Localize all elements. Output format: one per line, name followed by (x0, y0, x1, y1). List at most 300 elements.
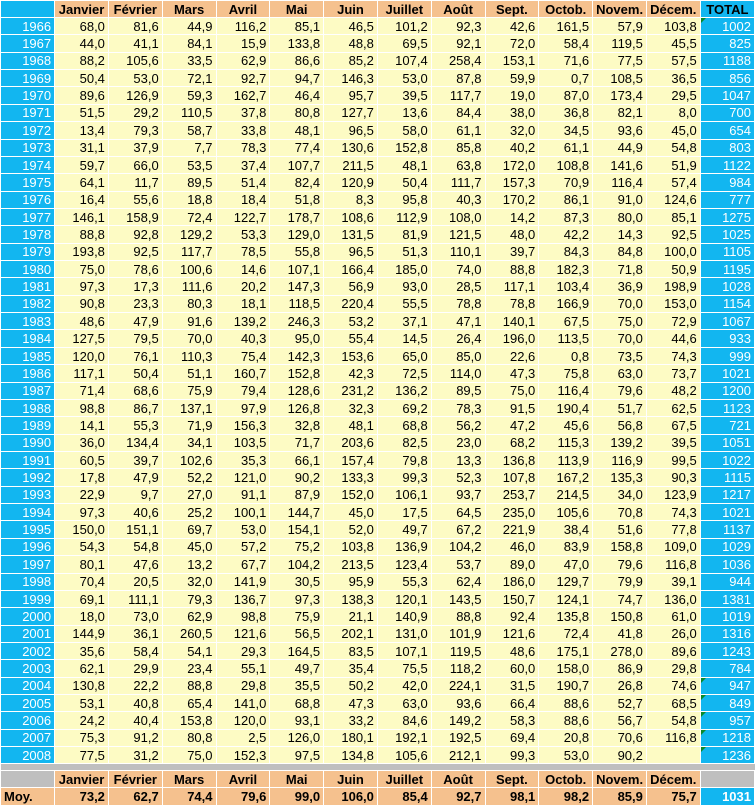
value-cell: 126,0 (270, 729, 324, 746)
value-cell: 47,0 (539, 556, 593, 573)
value-cell: 17,8 (55, 469, 109, 486)
value-cell: 147,3 (270, 278, 324, 295)
table-row (1, 243, 755, 260)
value-cell: 22,9 (55, 486, 109, 503)
value-cell: 68,2 (485, 434, 539, 451)
value-cell: 103,5 (216, 434, 270, 451)
year-cell: 1976 (1, 191, 55, 208)
value-cell: 68,6 (108, 382, 162, 399)
value-cell: 79,4 (216, 382, 270, 399)
value-cell: 133,3 (324, 469, 378, 486)
value-cell: 40,8 (108, 695, 162, 712)
footer-column-header: Février (108, 771, 162, 788)
value-cell: 107,7 (270, 156, 324, 173)
value-cell: 53,7 (431, 556, 485, 573)
value-cell: 52,2 (162, 469, 216, 486)
total-cell: 1067 (700, 313, 754, 330)
value-cell: 146,1 (55, 208, 109, 225)
value-cell: 39,5 (646, 434, 700, 451)
value-cell: 60,5 (55, 451, 109, 468)
year-cell: 1975 (1, 174, 55, 191)
value-cell: 122,7 (216, 208, 270, 225)
value-cell: 82,1 (593, 104, 647, 121)
value-cell: 84,4 (431, 104, 485, 121)
value-cell: 167,2 (539, 469, 593, 486)
table-row (1, 191, 755, 208)
value-cell (646, 747, 700, 764)
value-cell: 7,7 (162, 139, 216, 156)
value-cell: 117,1 (55, 365, 109, 382)
value-cell: 75,2 (270, 538, 324, 555)
value-cell: 141,6 (593, 156, 647, 173)
total-cell: 1381 (700, 590, 754, 607)
total-cell: 1217 (700, 486, 754, 503)
year-cell: 1990 (1, 434, 55, 451)
value-cell: 79,6 (593, 556, 647, 573)
value-cell: 59,9 (485, 70, 539, 87)
value-cell: 71,9 (162, 417, 216, 434)
value-cell: 116,4 (539, 382, 593, 399)
value-cell: 152,8 (270, 365, 324, 382)
value-cell: 75,0 (162, 747, 216, 764)
value-cell: 120,9 (324, 174, 378, 191)
value-cell: 98,8 (216, 608, 270, 625)
value-cell: 102,6 (162, 451, 216, 468)
value-cell: 90,8 (55, 295, 109, 312)
value-cell: 135,3 (593, 469, 647, 486)
value-cell: 92,5 (108, 243, 162, 260)
value-cell: 112,9 (377, 208, 431, 225)
value-cell: 153,6 (324, 347, 378, 364)
value-cell: 75,3 (55, 729, 109, 746)
value-cell: 30,5 (270, 573, 324, 590)
value-cell: 88,8 (55, 226, 109, 243)
value-cell: 220,4 (324, 295, 378, 312)
value-cell: 69,2 (377, 399, 431, 416)
value-cell: 51,9 (646, 156, 700, 173)
value-cell: 141,0 (216, 695, 270, 712)
total-cell: 1123 (700, 399, 754, 416)
total-cell: 1021 (700, 504, 754, 521)
value-cell: 49,7 (377, 521, 431, 538)
value-cell: 136,8 (485, 451, 539, 468)
total-cell: 1021 (700, 365, 754, 382)
total-cell: 1029 (700, 538, 754, 555)
value-cell: 103,4 (539, 278, 593, 295)
table-row (1, 347, 755, 364)
value-cell: 79,9 (593, 573, 647, 590)
column-header (1, 1, 55, 18)
table-row (1, 35, 755, 52)
value-cell: 89,6 (646, 642, 700, 659)
value-cell: 88,6 (539, 712, 593, 729)
value-cell: 151,1 (108, 521, 162, 538)
value-cell: 14,2 (485, 208, 539, 225)
value-cell: 74,7 (593, 590, 647, 607)
value-cell: 71,6 (539, 52, 593, 69)
value-cell: 92,3 (431, 18, 485, 35)
value-cell: 95,9 (324, 573, 378, 590)
value-cell: 146,3 (324, 70, 378, 87)
value-cell: 57,9 (593, 18, 647, 35)
value-cell: 84,6 (377, 712, 431, 729)
value-cell: 110,5 (162, 104, 216, 121)
value-cell: 139,2 (216, 313, 270, 330)
value-cell: 246,3 (270, 313, 324, 330)
average-value: 106,0 (324, 788, 378, 806)
year-cell: 1988 (1, 399, 55, 416)
value-cell: 70,9 (539, 174, 593, 191)
value-cell: 18,0 (55, 608, 109, 625)
value-cell: 113,5 (539, 330, 593, 347)
value-cell: 101,9 (431, 625, 485, 642)
value-cell: 72,5 (377, 365, 431, 382)
table-row (1, 608, 755, 625)
value-cell: 72,1 (162, 70, 216, 87)
value-cell: 134,8 (324, 747, 378, 764)
value-cell: 65,4 (162, 695, 216, 712)
value-cell: 48,1 (270, 122, 324, 139)
value-cell: 29,8 (216, 677, 270, 694)
value-cell: 62,9 (216, 52, 270, 69)
value-cell: 72,0 (485, 35, 539, 52)
value-cell: 78,3 (216, 139, 270, 156)
total-cell: 1115 (700, 469, 754, 486)
value-cell: 46,5 (324, 18, 378, 35)
year-cell: 1986 (1, 365, 55, 382)
value-cell: 53,0 (216, 521, 270, 538)
value-cell: 144,7 (270, 504, 324, 521)
table-row (1, 174, 755, 191)
value-cell: 138,3 (324, 590, 378, 607)
year-cell: 1996 (1, 538, 55, 555)
year-cell: 1995 (1, 521, 55, 538)
value-cell: 53,1 (55, 695, 109, 712)
value-cell: 260,5 (162, 625, 216, 642)
value-cell: 70,8 (593, 504, 647, 521)
value-cell: 83,5 (324, 642, 378, 659)
value-cell: 8,0 (646, 104, 700, 121)
year-cell: 1979 (1, 243, 55, 260)
value-cell: 37,8 (216, 104, 270, 121)
value-cell: 63,0 (593, 365, 647, 382)
value-cell: 57,4 (646, 174, 700, 191)
value-cell: 16,4 (55, 191, 109, 208)
total-cell: 700 (700, 104, 754, 121)
value-cell: 74,3 (646, 504, 700, 521)
value-cell: 133,8 (270, 35, 324, 52)
value-cell: 18,8 (162, 191, 216, 208)
total-cell: 1022 (700, 451, 754, 468)
value-cell: 95,0 (270, 330, 324, 347)
value-cell: 54,3 (55, 538, 109, 555)
value-cell: 27,0 (162, 486, 216, 503)
year-cell: 2001 (1, 625, 55, 642)
average-value: 85,9 (593, 788, 647, 806)
value-cell: 25,2 (162, 504, 216, 521)
table-row (1, 486, 755, 503)
value-cell: 70,0 (593, 330, 647, 347)
value-cell: 128,6 (270, 382, 324, 399)
value-cell: 33,8 (216, 122, 270, 139)
value-cell: 140,9 (377, 608, 431, 625)
value-cell: 56,2 (431, 417, 485, 434)
value-cell: 61,1 (431, 122, 485, 139)
value-cell: 79,3 (108, 122, 162, 139)
value-cell: 46,0 (485, 538, 539, 555)
value-cell: 88,8 (162, 677, 216, 694)
value-cell: 75,4 (216, 347, 270, 364)
value-cell: 13,2 (162, 556, 216, 573)
value-cell: 72,9 (646, 313, 700, 330)
value-cell: 36,0 (55, 434, 109, 451)
value-cell: 52,7 (593, 695, 647, 712)
value-cell: 42,6 (485, 18, 539, 35)
value-cell: 126,8 (270, 399, 324, 416)
value-cell: 89,5 (431, 382, 485, 399)
value-cell: 47,2 (485, 417, 539, 434)
column-header: Février (108, 1, 162, 18)
value-cell: 118,5 (270, 295, 324, 312)
total-cell: 1200 (700, 382, 754, 399)
average-value: 75,7 (646, 788, 700, 806)
value-cell: 140,1 (485, 313, 539, 330)
separator-cell (700, 764, 754, 771)
value-cell: 50,4 (108, 365, 162, 382)
value-cell: 60,0 (485, 660, 539, 677)
year-cell: 2006 (1, 712, 55, 729)
value-cell: 258,4 (431, 52, 485, 69)
value-cell: 105,6 (539, 504, 593, 521)
value-cell: 149,2 (431, 712, 485, 729)
value-cell: 73,7 (646, 365, 700, 382)
average-value: 98,2 (539, 788, 593, 806)
year-cell: 1974 (1, 156, 55, 173)
year-cell: 1970 (1, 87, 55, 104)
total-cell: 825 (700, 35, 754, 52)
value-cell: 178,7 (270, 208, 324, 225)
value-cell: 100,0 (646, 243, 700, 260)
value-cell: 55,5 (377, 295, 431, 312)
value-cell: 75,0 (485, 382, 539, 399)
value-cell: 53,5 (162, 156, 216, 173)
value-cell: 48,6 (485, 642, 539, 659)
value-cell: 90,2 (270, 469, 324, 486)
value-cell: 104,2 (270, 556, 324, 573)
table-row (1, 122, 755, 139)
value-cell: 55,3 (377, 573, 431, 590)
value-cell: 32,0 (162, 573, 216, 590)
value-cell: 29,2 (108, 104, 162, 121)
value-cell: 17,3 (108, 278, 162, 295)
value-cell: 114,0 (431, 365, 485, 382)
footer-column-header: Août (431, 771, 485, 788)
value-cell: 231,2 (324, 382, 378, 399)
table-row (1, 712, 755, 729)
value-cell: 71,4 (55, 382, 109, 399)
value-cell: 56,7 (593, 712, 647, 729)
value-cell: 41,1 (108, 35, 162, 52)
separator-cell (377, 764, 431, 771)
value-cell: 86,9 (593, 660, 647, 677)
total-cell: 1105 (700, 243, 754, 260)
value-cell: 85,1 (646, 208, 700, 225)
value-cell: 23,3 (108, 295, 162, 312)
separator-cell (216, 764, 270, 771)
value-cell: 54,8 (108, 538, 162, 555)
value-cell: 70,0 (162, 330, 216, 347)
value-cell: 142,3 (270, 347, 324, 364)
value-cell: 193,8 (55, 243, 109, 260)
total-cell: 803 (700, 139, 754, 156)
separator-cell (324, 764, 378, 771)
total-cell: 1188 (700, 52, 754, 69)
value-cell: 80,1 (55, 556, 109, 573)
separator-cell (1, 764, 55, 771)
average-value: 73,2 (55, 788, 109, 806)
year-cell: 2007 (1, 729, 55, 746)
value-cell: 91,1 (216, 486, 270, 503)
value-cell: 13,6 (377, 104, 431, 121)
value-cell: 40,4 (108, 712, 162, 729)
table-row (1, 104, 755, 121)
value-cell: 161,5 (539, 18, 593, 35)
value-cell: 97,5 (270, 747, 324, 764)
value-cell: 21,1 (324, 608, 378, 625)
footer-column-header: Sept. (485, 771, 539, 788)
value-cell: 88,6 (539, 695, 593, 712)
total-cell: 1028 (700, 278, 754, 295)
value-cell: 69,1 (55, 590, 109, 607)
year-cell: 1983 (1, 313, 55, 330)
value-cell: 109,0 (646, 538, 700, 555)
value-cell: 123,9 (646, 486, 700, 503)
value-cell: 190,7 (539, 677, 593, 694)
value-cell: 75,0 (593, 313, 647, 330)
footer-column-header: Mai (270, 771, 324, 788)
value-cell: 96,5 (324, 122, 378, 139)
value-cell: 70,0 (593, 295, 647, 312)
value-cell: 116,4 (593, 174, 647, 191)
year-cell: 1972 (1, 122, 55, 139)
value-cell: 111,1 (108, 590, 162, 607)
value-cell: 88,2 (55, 52, 109, 69)
total-cell: 1137 (700, 521, 754, 538)
average-label: Moy. (1, 788, 55, 806)
total-cell: 1218 (700, 729, 754, 746)
value-cell: 79,5 (108, 330, 162, 347)
table-row (1, 521, 755, 538)
value-cell: 47,3 (485, 365, 539, 382)
value-cell: 99,5 (646, 451, 700, 468)
value-cell: 95,7 (324, 87, 378, 104)
year-cell: 1984 (1, 330, 55, 347)
year-cell: 2000 (1, 608, 55, 625)
value-cell: 116,9 (593, 451, 647, 468)
value-cell: 36,8 (539, 104, 593, 121)
value-cell: 150,0 (55, 521, 109, 538)
value-cell: 98,8 (55, 399, 109, 416)
value-cell: 48,2 (646, 382, 700, 399)
value-cell: 117,7 (162, 243, 216, 260)
value-cell: 202,1 (324, 625, 378, 642)
value-cell: 69,7 (162, 521, 216, 538)
value-cell: 124,6 (646, 191, 700, 208)
value-cell: 82,5 (377, 434, 431, 451)
table-row (1, 417, 755, 434)
value-cell: 36,5 (646, 70, 700, 87)
value-cell: 150,8 (593, 608, 647, 625)
value-cell: 34,1 (162, 434, 216, 451)
value-cell: 29,3 (216, 642, 270, 659)
value-cell: 50,2 (324, 677, 378, 694)
value-cell: 253,7 (485, 486, 539, 503)
value-cell: 35,3 (216, 451, 270, 468)
value-cell: 211,5 (324, 156, 378, 173)
value-cell: 86,6 (270, 52, 324, 69)
table-row (1, 295, 755, 312)
value-cell: 221,9 (485, 521, 539, 538)
value-cell: 32,8 (270, 417, 324, 434)
value-cell: 93,1 (270, 712, 324, 729)
column-header: Mai (270, 1, 324, 18)
value-cell: 78,6 (108, 261, 162, 278)
value-cell: 91,6 (162, 313, 216, 330)
table-row (1, 365, 755, 382)
value-cell: 64,5 (431, 504, 485, 521)
value-cell: 107,1 (270, 261, 324, 278)
separator-cell (108, 764, 162, 771)
average-value: 99,0 (270, 788, 324, 806)
separator-cell (539, 764, 593, 771)
value-cell: 78,5 (216, 243, 270, 260)
separator-cell (593, 764, 647, 771)
value-cell: 45,0 (646, 122, 700, 139)
value-cell: 80,8 (162, 729, 216, 746)
value-cell: 75,9 (270, 608, 324, 625)
value-cell: 47,9 (108, 313, 162, 330)
value-cell: 29,5 (646, 87, 700, 104)
value-cell: 37,4 (216, 156, 270, 173)
value-cell: 87,8 (431, 70, 485, 87)
value-cell: 66,1 (270, 451, 324, 468)
value-cell: 38,4 (539, 521, 593, 538)
value-cell: 92,5 (646, 226, 700, 243)
year-cell: 2004 (1, 677, 55, 694)
value-cell: 108,6 (324, 208, 378, 225)
value-cell: 117,7 (431, 87, 485, 104)
header-row (1, 1, 755, 18)
value-cell: 29,9 (108, 660, 162, 677)
value-cell: 198,9 (646, 278, 700, 295)
value-cell: 68,0 (55, 18, 109, 35)
table-row (1, 590, 755, 607)
value-cell: 105,6 (377, 747, 431, 764)
value-cell: 212,1 (431, 747, 485, 764)
year-cell: 1978 (1, 226, 55, 243)
total-cell: 999 (700, 347, 754, 364)
value-cell: 34,5 (539, 122, 593, 139)
value-cell: 45,6 (539, 417, 593, 434)
value-cell: 136,2 (377, 382, 431, 399)
value-cell: 101,2 (377, 18, 431, 35)
value-cell: 20,8 (539, 729, 593, 746)
value-cell: 51,1 (162, 365, 216, 382)
value-cell: 69,4 (485, 729, 539, 746)
year-cell: 1999 (1, 590, 55, 607)
value-cell: 87,3 (539, 208, 593, 225)
value-cell: 192,1 (377, 729, 431, 746)
